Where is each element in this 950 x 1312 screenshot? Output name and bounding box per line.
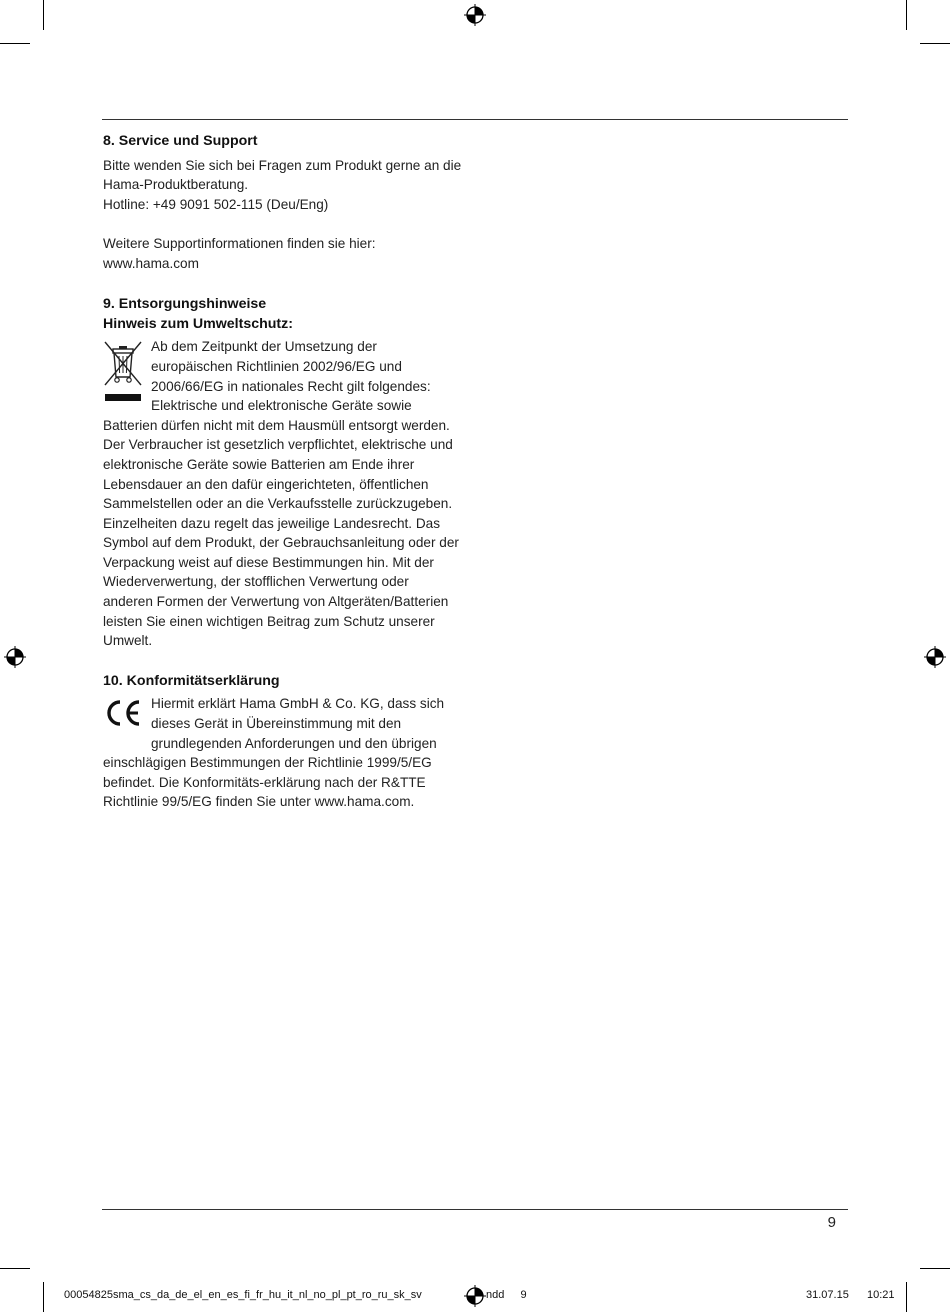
paragraph-line: europäischen Richtlinien 2002/96/EG und	[151, 358, 402, 374]
crop-mark	[906, 1282, 907, 1312]
paragraph-line: leisten Sie einen wichtigen Beitrag zum Schutz unserer	[103, 613, 435, 629]
paragraph-line: Bitte wenden Sie sich bei Fragen zum Produkt gerne an die	[103, 157, 462, 173]
paragraph-line: Umwelt.	[103, 633, 153, 649]
slug-time: 10:21	[866, 1289, 895, 1301]
paragraph-line: anderen Formen der Verwertung von Altgeräten/Batterien	[103, 594, 449, 610]
paragraph-line: Hiermit erklärt Hama GmbH & Co. KG, dass sich	[151, 696, 445, 712]
paragraph-line: grundlegenden Anforderungen und den übrigen	[151, 735, 437, 751]
paragraph-line: befindet. Die Konformitäts-erklärung nach der R&TTE	[103, 774, 426, 790]
paragraph-line: dieses Gerät in Übereinstimmung mit den	[151, 716, 402, 732]
slug-filename: 00054825sma_cs_da_de_el_en_es_fi_fr_hu_it_nl_no_pl_pt_ro_ru_sk_sv	[64, 1289, 422, 1301]
paragraph-line: Batterien dürfen nicht mit dem Hausmüll entsorgt werden.	[103, 417, 450, 433]
paragraph-line: Lebensdauer an den dafür eingerichteten, öffentlichen	[103, 476, 429, 492]
section-disposal	[103, 295, 473, 651]
registration-mark-icon	[464, 1285, 486, 1307]
paragraph-line: Weitere Supportinformationen finden sie hier:	[103, 235, 376, 251]
website-link[interactable]: www.hama.com	[103, 255, 199, 271]
registration-mark-icon	[464, 4, 486, 26]
section-heading: 9. Entsorgungshinweise	[103, 296, 267, 313]
slug-filename-tail: ndd	[486, 1289, 505, 1301]
paragraph-line: Sammelstellen oder an die Verkaufsstelle zurückzugeben.	[103, 496, 453, 512]
slug-date: 31.07.15	[806, 1289, 849, 1301]
paragraph-line: Verpackung weist auf diese Bestimmungen hin. Mit der	[103, 554, 434, 570]
crop-mark	[43, 1282, 44, 1312]
slug-page: 9	[520, 1289, 527, 1301]
paragraph-line: Richtlinie 99/5/EG finden Sie unter www.hama.com.	[103, 794, 415, 810]
paragraph-line: einschlägigen Bestimmungen der Richtlinie 1999/5/EG	[103, 755, 432, 771]
paragraph-line: Wiederverwertung, der stofflichen Verwertung oder	[103, 574, 409, 590]
ce-mark-icon	[103, 698, 143, 728]
paragraph-line: Einzelheiten dazu regelt das jeweilige Landesrecht. Das	[103, 515, 441, 531]
paragraph-line: Hama-Produktberatung.	[103, 177, 249, 193]
crop-mark	[0, 1268, 30, 1269]
crop-mark	[0, 43, 30, 44]
paragraph-line: elektronische Geräte sowie Batterien am Ende ihrer	[103, 456, 415, 472]
registration-mark-icon	[4, 646, 26, 668]
weee-crossed-bin-icon	[103, 339, 143, 403]
registration-mark-icon	[924, 646, 946, 668]
section-service-support	[103, 132, 473, 273]
paragraph-line: Elektrische und elektronische Geräte sowie	[151, 398, 412, 414]
print-slug-datetime	[806, 1289, 894, 1301]
page-number: 9	[827, 1214, 836, 1231]
section-subheading: Hinweis zum Umweltschutz:	[103, 315, 293, 332]
page-content	[103, 132, 473, 812]
header-rule	[102, 119, 848, 120]
crop-mark	[906, 0, 907, 30]
section-conformity	[103, 672, 473, 812]
section-heading: 10. Konformitätserklärung	[103, 672, 280, 689]
crop-mark	[920, 43, 950, 44]
paragraph-line: Symbol auf dem Produkt, der Gebrauchsanleitung oder der	[103, 535, 459, 551]
print-slug-filename	[64, 1289, 422, 1301]
crop-mark	[43, 0, 44, 30]
paragraph-line: 2006/66/EG in nationales Recht gilt folgendes:	[151, 378, 431, 394]
hotline-text: Hotline: +49 9091 502-115 (Deu/Eng)	[103, 196, 329, 212]
paragraph-line: Der Verbraucher ist gesetzlich verpflichtet, elektrische und	[103, 437, 453, 453]
paragraph-line: Ab dem Zeitpunkt der Umsetzung der	[151, 339, 377, 355]
section-heading: 8. Service und Support	[103, 133, 258, 149]
print-slug-tail	[486, 1289, 527, 1301]
footer-rule	[102, 1209, 848, 1210]
crop-mark	[920, 1268, 950, 1269]
